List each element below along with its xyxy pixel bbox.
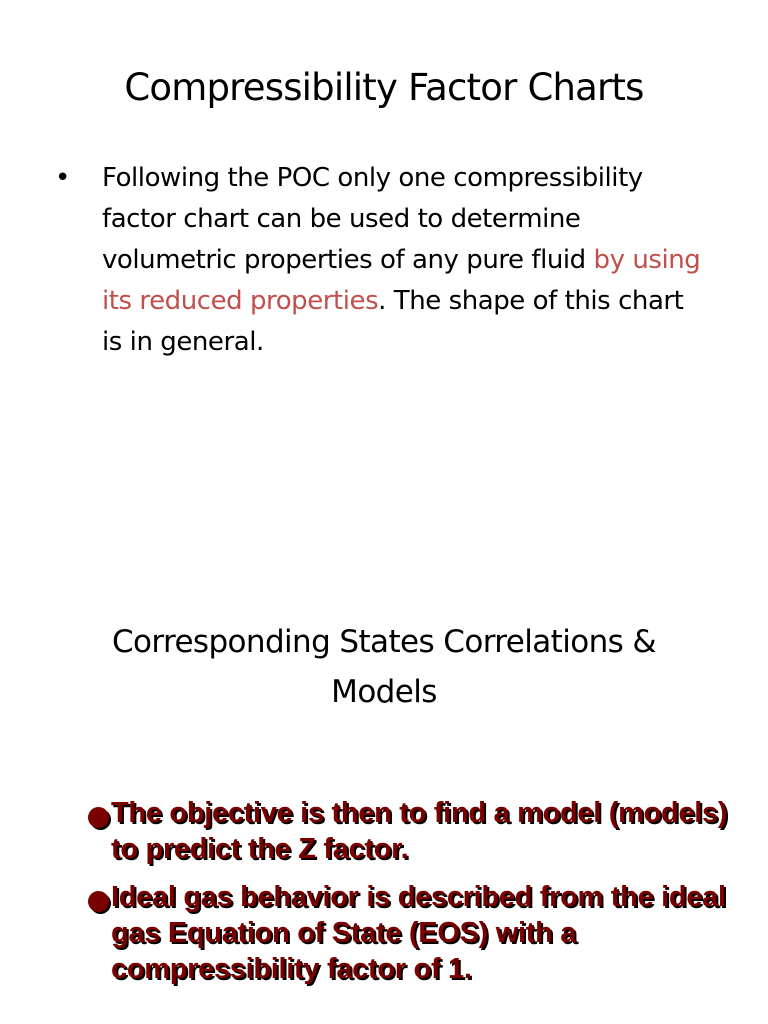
bullet-ball-icon [88, 891, 109, 912]
bullet-ball-icon [88, 807, 109, 828]
bullet-text: Ideal gas behavior is described from the ideal gas Equation of State (EOS) with a compressibility factor of 1. [111, 881, 726, 985]
bullet-dot-icon: • [55, 163, 70, 193]
slide-title: Compressibility Factor Charts [124, 66, 644, 109]
bullet-list [0, 158, 768, 363]
slide-corresponding-states [0, 512, 768, 1024]
bullet-text-end: . The shape of this chart is in general. [102, 286, 684, 357]
bullet-list [0, 795, 768, 999]
bullet-text: The objective is then to find a model (models) to predict the Z factor. [111, 797, 728, 865]
slide-title-line-2: Models [331, 674, 437, 710]
slide-title [0, 617, 768, 717]
bullet-text: Following the POC only one compressibility factor chart can be used to determine volumetric properties of any pure fluid [102, 163, 643, 275]
bullet-item [111, 879, 751, 987]
slide-title-line-1: Corresponding States Correlations & [111, 624, 657, 660]
highlighted-text: by using its reduced properties [102, 245, 701, 316]
bullet-item [55, 158, 702, 363]
bullet-item [111, 795, 751, 867]
